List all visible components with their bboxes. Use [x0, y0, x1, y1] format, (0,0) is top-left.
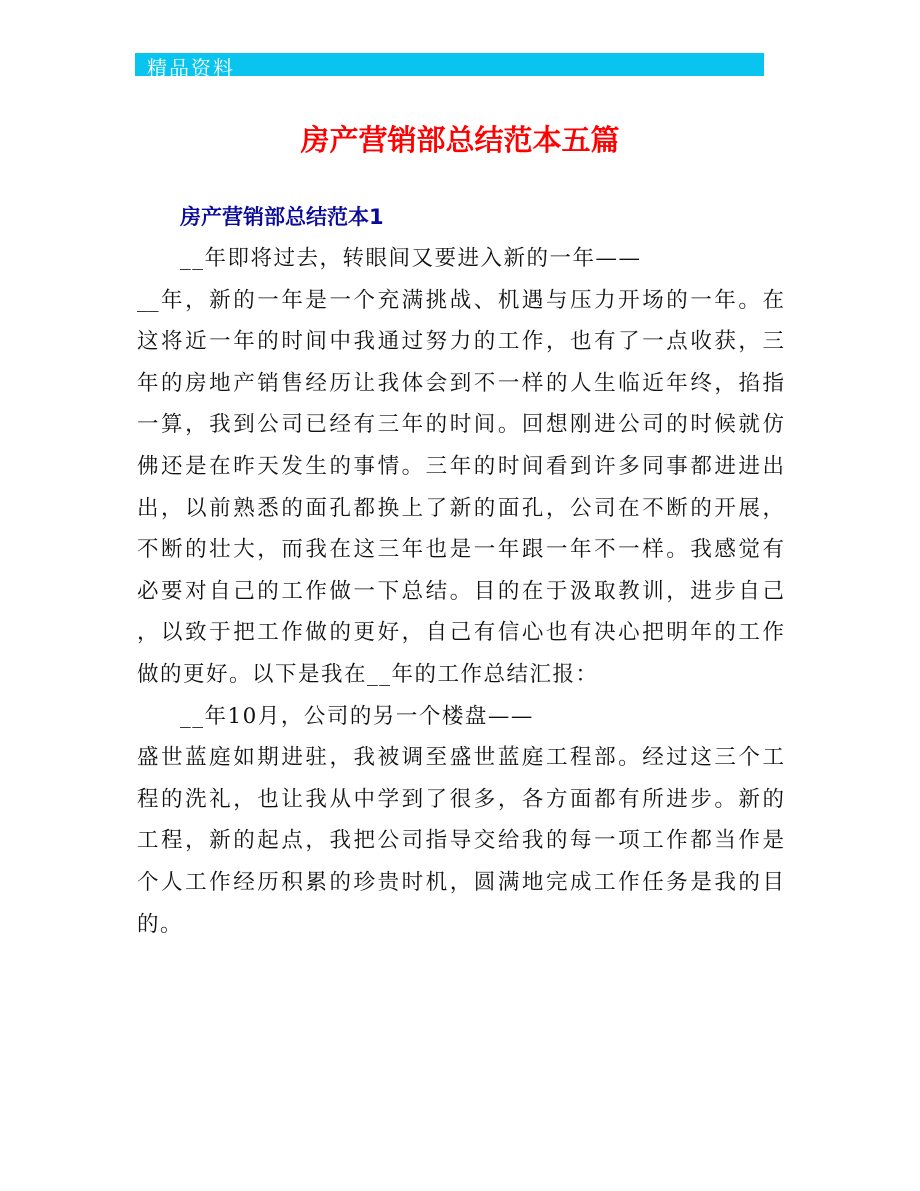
paragraph-line: ，以致于把工作做的更好，自己有信心也有决心把明年的工作 — [137, 620, 784, 646]
paragraph-line: 一算，我到公司已经有三年的时间。回想刚进公司的时候就仿 — [137, 412, 784, 438]
paragraph-line: 工程，新的起点，我把公司指导交给我的每一项工作都当作是 — [137, 828, 784, 854]
paragraph-line: __年，新的一年是一个充满挑战、机遇与压力开场的一年。在 — [137, 287, 784, 313]
banner-label: 精品资料 — [147, 56, 235, 80]
document-body — [137, 238, 784, 945]
paragraph-line: 出，以前熟悉的面孔都换上了新的面孔，公司在不断的开展， — [137, 495, 784, 521]
paragraph-line: 这将近一年的时间中我通过努力的工作，也有了一点收获，三 — [137, 329, 784, 355]
section-heading: 房产营销部总结范本1 — [180, 205, 384, 229]
header-banner — [135, 53, 764, 80]
paragraph-line: 做的更好。以下是我在__年的工作总结汇报： — [137, 661, 599, 687]
paragraph-line: __年即将过去，转眼间又要进入新的一年—— — [180, 246, 642, 271]
paragraph-line: 必要对自己的工作做一下总结。目的在于汲取教训，进步自己 — [137, 578, 784, 604]
paragraph-line: 程的洗礼，也让我从中学到了很多，各方面都有所进步。新的 — [137, 786, 784, 812]
paragraph-line: 年的房地产销售经历让我体会到不一样的人生临近年终，掐指 — [137, 370, 784, 396]
paragraph-line: 佛还是在昨天发生的事情。三年的时间看到许多同事都进进出 — [137, 453, 784, 479]
paragraph-line: 盛世蓝庭如期进驻，我被调至盛世蓝庭工程部。经过这三个工 — [137, 745, 784, 771]
document-title: 房产营销部总结范本五篇 — [300, 123, 620, 157]
paragraph-line: 不断的壮大，而我在这三年也是一年跟一年不一样。我感觉有 — [137, 537, 784, 563]
paragraph-line: 个人工作经历积累的珍贵时机，圆满地完成工作任务是我的目 — [137, 869, 784, 895]
paragraph-line: __年10月，公司的另一个楼盘—— — [180, 703, 534, 729]
paragraph-line: 的。 — [137, 911, 184, 937]
